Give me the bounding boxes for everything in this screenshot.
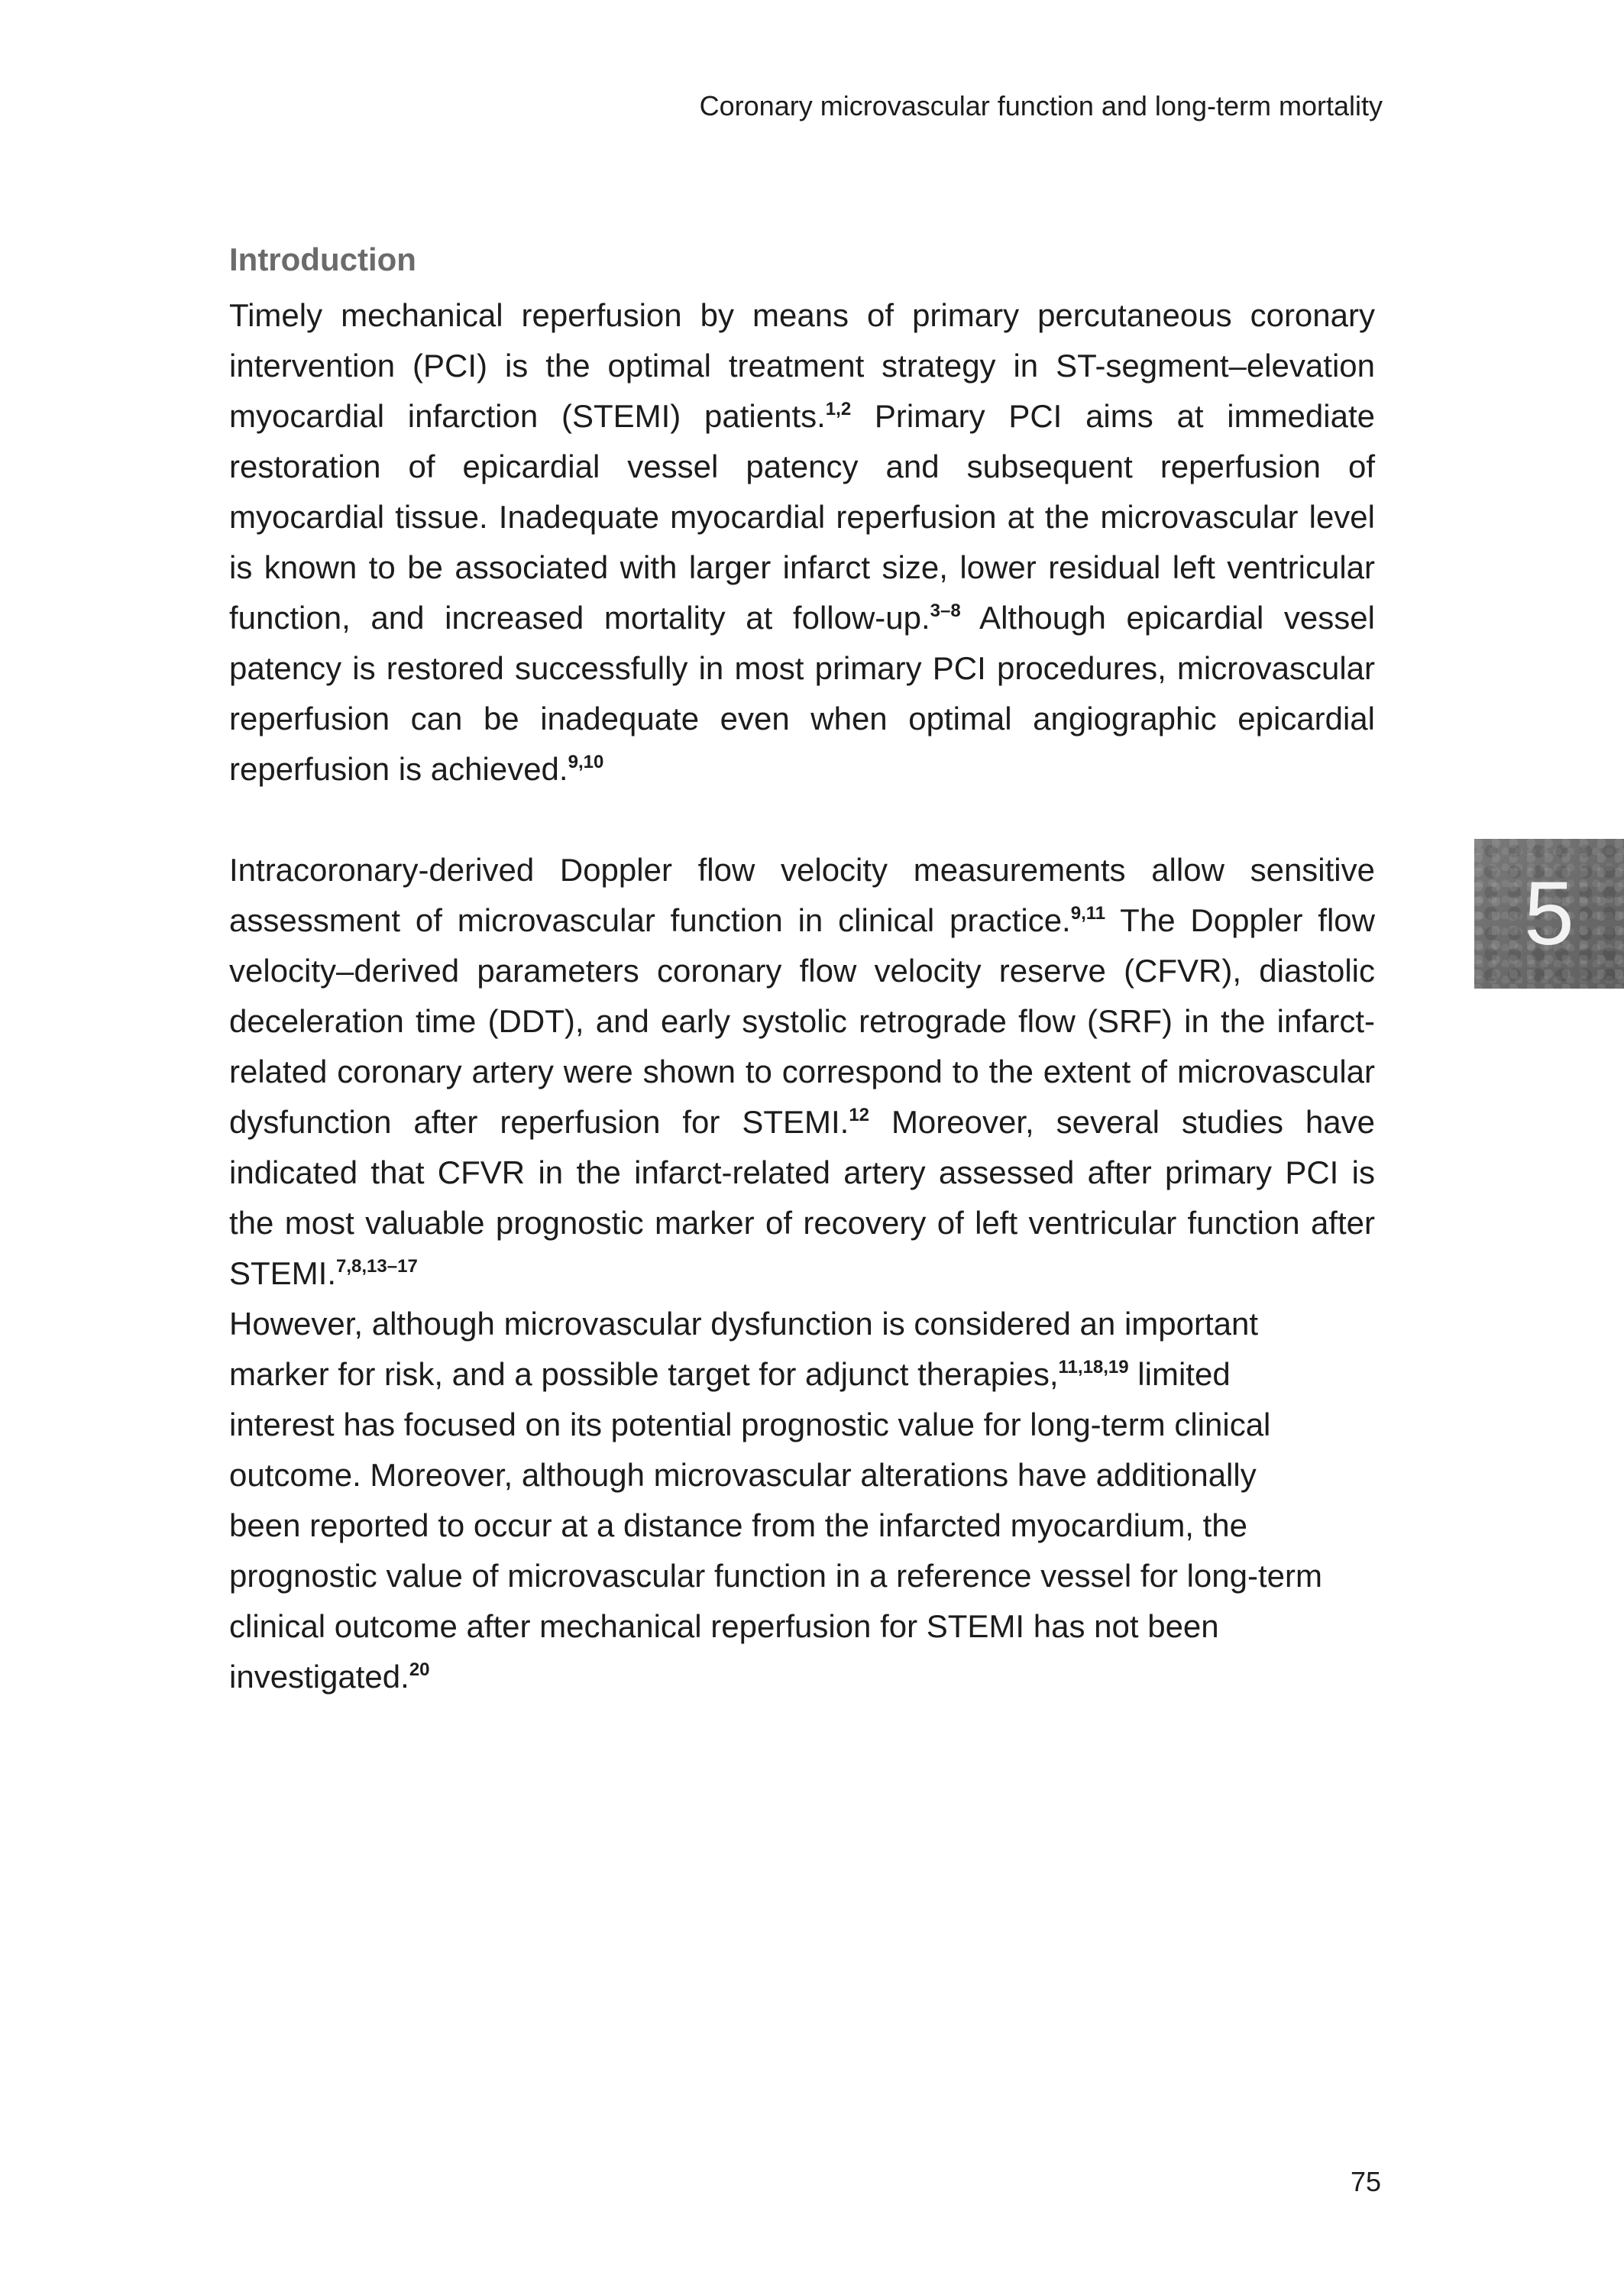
citation-superscript: 3–8 bbox=[930, 601, 961, 621]
citation-superscript: 12 bbox=[849, 1105, 870, 1125]
running-header: Coronary microvascular function and long-term mortality bbox=[699, 90, 1383, 121]
page-number: 75 bbox=[1350, 2166, 1381, 2197]
paragraph-gap bbox=[229, 795, 1375, 845]
chapter-number: 5 bbox=[1524, 863, 1574, 964]
paragraph-text: Timely mechanical reperfusion by means of primary percutaneous coronary intervention (PCI) is the optimal treatment strategy in ST-segment–elevation myocardial infarction (STEMI) patients. bbox=[229, 297, 1375, 434]
citation-superscript: 11,18,19 bbox=[1058, 1357, 1129, 1377]
citation-superscript: 7,8,13–17 bbox=[336, 1256, 418, 1277]
paragraph-text: The Doppler flow velocity–derived parameters coronary flow velocity reserve (CFVR), diastolic deceleration time (DDT), and early systolic retrograde flow (SRF) in the infarct-related coronary artery were shown to correspond to the extent of microvascular dysfunction after reperfusion for STEMI. bbox=[229, 902, 1375, 1140]
paragraph bbox=[229, 1299, 1329, 1702]
article-body bbox=[229, 238, 1375, 1702]
paragraph-text: Moreover, several studies have indicated that CFVR in the infarct-related artery assessed after primary PCI is the most valuable prognostic marker of recovery of left ventricular function after STEMI. bbox=[229, 1104, 1375, 1291]
citation-superscript: 1,2 bbox=[825, 399, 852, 419]
citation-superscript: 9,10 bbox=[568, 752, 604, 772]
chapter-tab bbox=[1474, 839, 1624, 989]
citation-superscript: 20 bbox=[409, 1659, 430, 1680]
citation-superscript: 9,11 bbox=[1070, 903, 1106, 924]
section-heading: Introduction bbox=[229, 241, 416, 277]
paragraph bbox=[229, 290, 1375, 795]
paragraph bbox=[229, 845, 1375, 1299]
paragraph-text: Intracoronary-derived Doppler flow velocity measurements allow sensitive assessment of microvascular function in clinical practice. bbox=[229, 852, 1375, 938]
paragraph-text: limited interest has focused on its potential prognostic value for long-term clinical outcome. Moreover, although microvascular alterations have additionally been reported to occur at a distance from the infarcted myocardium, the prognostic value of microvascular function in a reference vessel for long-term clinical outcome after mechanical reperfusion for STEMI has not been investigated. bbox=[229, 1356, 1322, 1695]
paragraph-text: Although epicardial vessel patency is restored successfully in most primary PCI procedures, microvascular reperfusion can be inadequate even when optimal angiographic epicardial reperfusion is achieved. bbox=[229, 600, 1375, 787]
paragraph-text: However, although microvascular dysfunction is considered an important marker for risk, and a possible target for adjunct therapies, bbox=[229, 1306, 1259, 1392]
paragraph-text: Primary PCI aims at immediate restoration of epicardial vessel patency and subsequent reperfusion of myocardial tissue. Inadequate myocardial reperfusion at the microvascular level is known to be associated with larger infarct size, lower residual left ventricular function, and increased mortality at follow-up. bbox=[229, 398, 1375, 636]
